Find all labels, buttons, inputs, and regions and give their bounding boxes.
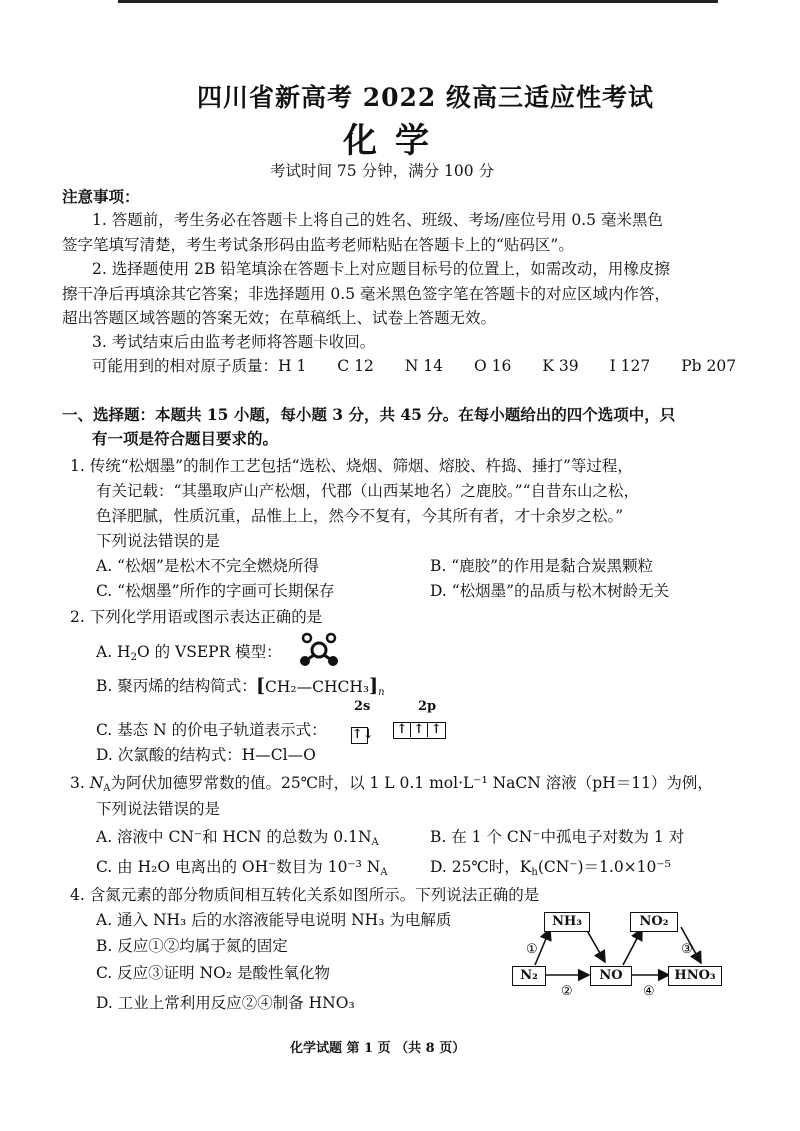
q1-option-b: B. “鹿胶”的作用是黏合炭黑颗粒 [430,557,654,575]
q3-option-a: A. 溶液中 CN⁻和 HCN 的总数为 $0.1N_A$ [96,828,379,848]
q4-option-d: D. 工业上常利用反应②④制备 HNO₃ [96,994,355,1012]
q1-line2: 有关记载：“其墨取庐山产松烟，代郡（山西某地名）之鹿胶。”“自昔东山之松， [96,482,640,500]
node-n2: N₂ [512,966,546,986]
reaction-label-3: ③ [681,942,693,957]
q1-line3: 色泽肥腻，性质沉重，品惟上上，然今不复有，今其所有者，才十余岁之松。” [96,507,624,525]
notice-item1-line1: 1. 答题前，考生务必在答题卡上将自己的姓名、班级、考场/座位号用 0.5 毫米黑色 [92,211,663,229]
q2-stem: 2. 下列化学用语或图示表达正确的是 [70,608,323,626]
q4-option-b: B. 反应①②均属于氮的固定 [96,937,288,955]
notice-item1-line2: 签字笔填写清楚，考生考试条形码由监考老师粘贴在答题卡上的“贴码区”。 [62,236,574,254]
node-nh3: NH₃ [544,912,590,932]
atomic-masses: 可能用到的相对原子质量：H 1 C 12 N 14 O 16 K 39 I 127 Pb 207 [92,357,737,375]
notice-heading: 注意事项： [62,187,140,206]
subject-title: 化学 [343,121,447,161]
reaction-label-2: ② [561,984,573,999]
orbital-label-2p: 2p [418,699,437,714]
q1-line1: 1. 传统“松烟墨”的制作工艺包括“选松、烧烟、筛烟、熔胶、杵捣、捶打”等过程， [70,457,633,475]
section1-line1: 一、选择题：本题共 15 小题，每小题 3 分，共 45 分。在每小题给出的四个选项中，只 [62,405,676,424]
section1-line2: 有一项是符合题目要求的。 [92,429,279,448]
q1-line4: 下列说法错误的是 [96,532,221,550]
q2-option-c: C. 基态 N 的价电子轨道表示式： [96,721,327,739]
exam-title: 四川省新高考 2022 级高三适应性考试 [197,83,654,112]
page-footer: 化学试题 第 1 页 （共 8 页） [290,1041,466,1056]
q1-option-a: A. “松烟”是松木不完全燃烧所得 [96,557,319,575]
node-no2: NO₂ [630,912,678,932]
q3-line1: 3. $N_A$为阿伏加德罗常数的值。25℃时，以 1 L 0.1 mol·L⁻¹ NaCN 溶液（pH＝11）为例， [70,774,713,794]
node-no: NO [590,966,632,986]
vsepr-model-icon [296,630,342,670]
top-border-line [118,0,718,3]
q1-option-c: C. “松烟墨”所作的字画可长期保存 [96,582,335,600]
arrow-nh3-no [585,927,605,962]
q2-option-b: B. 聚丙烯的结构简式： [96,677,257,695]
notice-item3: 3. 考试结束后由监考老师将答题卡收回。 [92,333,376,351]
node-hno3: HNO₃ [668,966,722,986]
q3-option-c: C. 由 H₂O 电离出的 OH⁻数目为 10⁻³ $N_A$ [96,858,388,878]
orbital-2s-box: ↑↓ [352,727,374,742]
orbital-2p-boxes: ↑ ↑ ↑ [393,720,446,739]
q3-line2: 下列说法错误的是 [96,800,221,818]
reaction-label-4: ④ [643,984,655,999]
q2-option-d: D. 次氯酸的结构式：H—Cl—O [96,746,316,764]
reaction-label-1: ① [526,942,538,957]
q4-option-c: C. 反应③证明 NO₂ 是酸性氧化物 [96,964,330,982]
polypropylene-formula: $[CH_2—CHCH_3]_n$ [256,675,385,698]
notice-item2-line1: 2. 选择题使用 2B 铅笔填涂在答题卡上对应题目标号的位置上，如需改动，用橡皮擦 [92,260,670,278]
q4-option-a: A. 通入 NH₃ 后的水溶液能导电说明 NH₃ 为电解质 [96,911,452,929]
time-note: 考试时间 75 分钟，满分 100 分 [270,162,495,180]
notice-item2-line2: 擦干净后再填涂其它答案；非选择题用 0.5 毫米黑色签字笔在答题卡的对应区域内作答， [62,285,671,303]
q2-option-a: A. $H_2O$ 的 VSEPR 模型： [96,643,282,663]
notice-item2-line3: 超出答题区域答题的答案无效；在草稿纸上、试卷上答题无效。 [62,309,497,327]
arrow-no-no2 [623,929,642,965]
q3-option-b: B. 在 1 个 CN⁻中孤电子对数为 1 对 [430,828,685,846]
orbital-label-2s: 2s [354,699,371,714]
q3-option-d: D. 25℃时，$K_h(CN^-)=1.0\times 10^{-5}$ [430,858,671,878]
q1-option-d: D. “松烟墨”的品质与松木树龄无关 [430,582,670,600]
q4-stem: 4. 含氮元素的部分物质间相互转化关系如图所示。下列说法正确的是 [70,886,540,904]
